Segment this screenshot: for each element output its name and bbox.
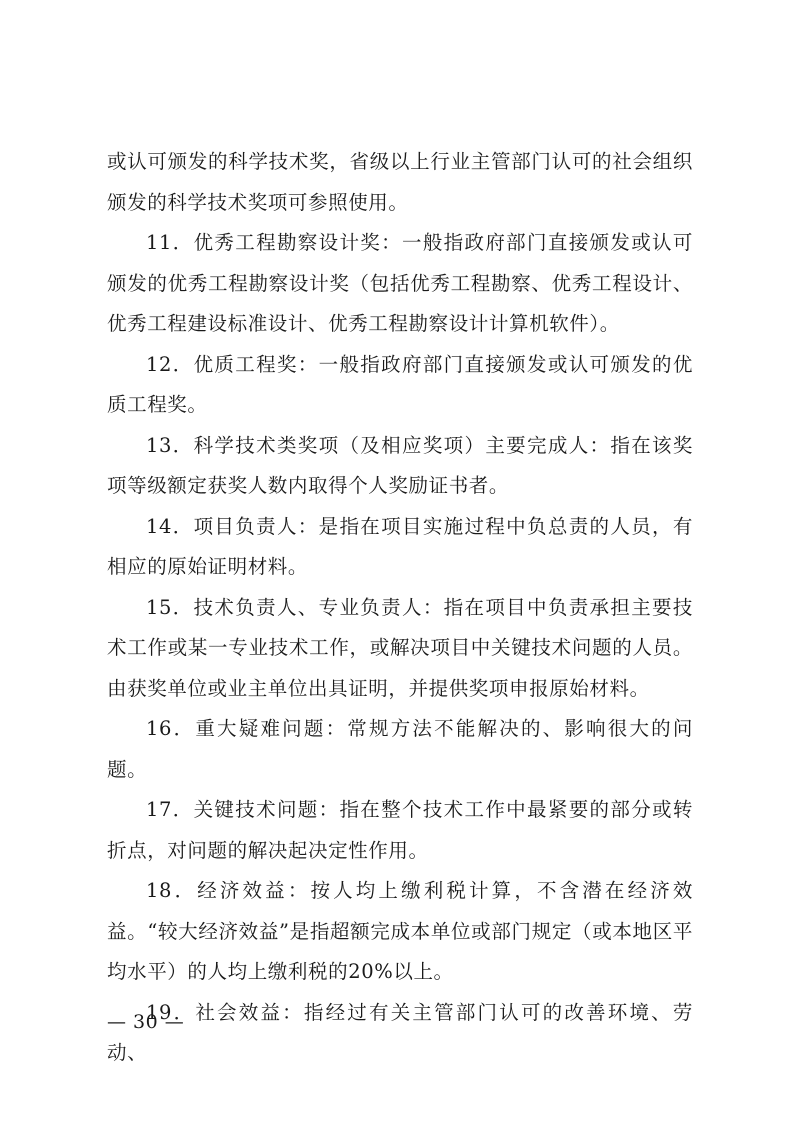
paragraph-item-12: 12．优质工程奖：一般指政府部门直接颁发或认可颁发的优质工程奖。 — [107, 352, 693, 416]
paragraph-item-11: 11．优秀工程勘察设计奖：一般指政府部门直接颁发或认可颁发的优秀工程勘察设计奖（包括优秀工程勘察、优秀工程设计、优秀工程建设标准设计、优秀工程勘察设计计算机软件）。 — [107, 231, 693, 335]
paragraph-item-14: 14．项目负责人：是指在项目实施过程中负总责的人员，有相应的原始证明材料。 — [107, 514, 693, 578]
paragraph-item-19: 19．社会效益：指经过有关主管部门认可的改善环境、劳动、 — [107, 1000, 693, 1064]
body-text — [107, 142, 693, 1074]
page-number: — 30 — — [107, 1011, 185, 1033]
paragraph-item-15: 15．技术负责人、专业负责人：指在项目中负责承担主要技术工作或某一专业技术工作，或解决项目中关键技术问题的人员。由获奖单位或业主单位出具证明，并提供奖项申报原始材料。 — [107, 595, 693, 700]
paragraph-item-16: 16．重大疑难问题：常规方法不能解决的、影响很大的问题。 — [107, 717, 693, 781]
paragraph-item-18: 18．经济效益：按人均上缴利税计算，不含潜在经济效益。“较大经济效益”是指超额完成本单位或部门规定（或本地区平均水平）的人均上缴利税的20%以上。 — [107, 879, 693, 983]
paragraph-item-17: 17．关键技术问题：指在整个技术工作中最紧要的部分或转折点，对问题的解决起决定性作用。 — [107, 798, 693, 862]
paragraph-continuation: 或认可颁发的科学技术奖，省级以上行业主管部门认可的社会组织颁发的科学技术奖项可参照使用。 — [107, 150, 693, 214]
paragraph-item-13: 13．科学技术类奖项（及相应奖项）主要完成人：指在该奖项等级额定获奖人数内取得个人奖励证书者。 — [107, 433, 693, 497]
